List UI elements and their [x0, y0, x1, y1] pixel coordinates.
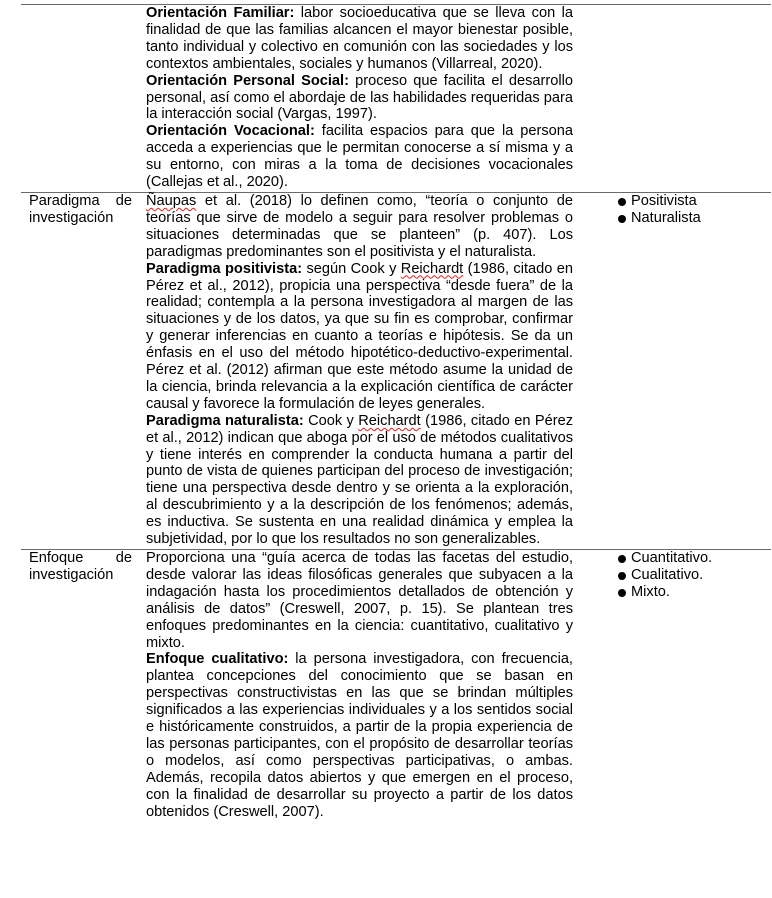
term: Orientación Vocacional:	[146, 123, 315, 140]
definition-positivista: Paradigma positivista: según Cook y Reichardt (1986, citado en Pérez et al., 2012), propicia una perspectiva “desde fuera” de la realidad; contempla a la persona investigadora al margen de las situaciones y de los datos, ya que su fin es comprobar, confirmar y generar inferencias en cuanto a teorías e hipótesis. Se da un énfasis en el uso del método hipotético-deductivo-experimental. Pérez et al. (2012) afirman que este método asume la unidad de la ciencia, brinda relevancia a la explicación científica de carácter causal y favorece la formulación de leyes generales.	[146, 260, 573, 412]
bullet-icon	[618, 572, 626, 580]
definition-personal-social: Orientación Personal Social: proceso que facilita el desarrollo personal, así como el abordaje de las habilidades requeridas para la interacción social (Vargas, 1997).	[146, 72, 573, 123]
row-description	[146, 5, 573, 192]
row-description	[146, 550, 573, 822]
term: Orientación Personal Social:	[146, 72, 349, 89]
orientation-table	[21, 4, 771, 822]
paradigma-intro: Ñaupas et al. (2018) lo definen como, “teoría o conjunto de teorías que sirve de modelo a seguir para resolver problemas o situaciones determinadas que se planteen” (p. 407). Los paradigmas predominantes son el positivista y el naturalista.	[146, 192, 573, 260]
row-categories	[618, 193, 701, 227]
list-item: Positivista	[618, 193, 701, 210]
row-description	[146, 193, 573, 549]
definition-vocacional: Orientación Vocacional: facilita espacios para que la persona acceda a experiencias que le permitan conocerse a sí misma y a su entorno, con miras a la toma de decisiones vocacionales (Callejas et al., 2020).	[146, 123, 573, 191]
list-item: Mixto.	[618, 584, 712, 601]
bullet-icon	[618, 215, 626, 223]
term: Paradigma positivista:	[146, 260, 303, 277]
spellcheck-word[interactable]: Reichardt	[358, 412, 421, 429]
definition-familiar: Orientación Familiar: labor socioeducativa que se lleva con la finalidad de que las familias alcancen el mayor bienestar posible, tanto individual y colectivo en comunión con las sociedades y los contextos ambientales, sociales y humanos (Villarreal, 2020).	[146, 5, 573, 72]
term: Enfoque cualitativo:	[146, 651, 289, 668]
row-label: Enfoque de investigación	[29, 550, 132, 583]
table-row-enfoque	[21, 549, 771, 822]
row-categories	[618, 550, 712, 601]
bullet-icon	[618, 555, 626, 563]
bullet-icon	[618, 198, 626, 206]
row-label: Paradigma de investigación	[29, 192, 132, 226]
term: Orientación Familiar:	[146, 5, 295, 21]
definition-naturalista: Paradigma naturalista: Cook y Reichardt (1986, citado en Pérez et al., 2012) indican que aboga por el uso de métodos cualitativos y tiene interés en comprender la conducta humana a partir del punto de vista de quienes participan del proceso de investigación; tiene una perspectiva desde dentro y se orienta a la exploración, al descubrimiento y a la descripción de los fenómenos; además, es inductiva. Se sustenta en una realidad dinámica y emplea la subjetividad, por lo que los resultados no son generalizables.	[146, 412, 573, 548]
enfoque-intro: Proporciona una “guía acerca de todas las facetas del estudio, desde valorar las ideas filosóficas generales que subyacen a la indagación hasta los procedimientos detallados de obtención y análisis de datos” (Creswell, 2007, p. 15). Se plantean tres enfoques predominantes en la ciencia: cuantitativo, cualitativo y mixto.	[146, 550, 573, 651]
table-row-paradigma	[21, 192, 771, 549]
table-row-orientacion	[21, 4, 771, 192]
list-item: Naturalista	[618, 210, 701, 227]
list-item: Cualitativo.	[618, 567, 712, 584]
term: Paradigma naturalista:	[146, 412, 304, 429]
spellcheck-word[interactable]: Ñaupas	[146, 192, 197, 209]
list-item: Cuantitativo.	[618, 550, 712, 567]
definition-cualitativo: Enfoque cualitativo: la persona investigadora, con frecuencia, plantea concepciones del conocimiento que se basan en perspectivas constructivistas en las que se brindan múltiples significados a las experiencias individuales y a los sentidos social e históricamente construidos, a partir de la propia experiencia de las personas participantes, con el propósito de desarrollar teorías o modelos, así como perspectivas participativas, o ambas. Además, recopila datos abiertos y que emergen en el proceso, con la finalidad de desarrollar su proyecto a partir de los datos obtenidos (Creswell, 2007).	[146, 651, 573, 820]
bullet-icon	[618, 589, 626, 597]
spellcheck-word[interactable]: Reichardt	[400, 260, 464, 277]
